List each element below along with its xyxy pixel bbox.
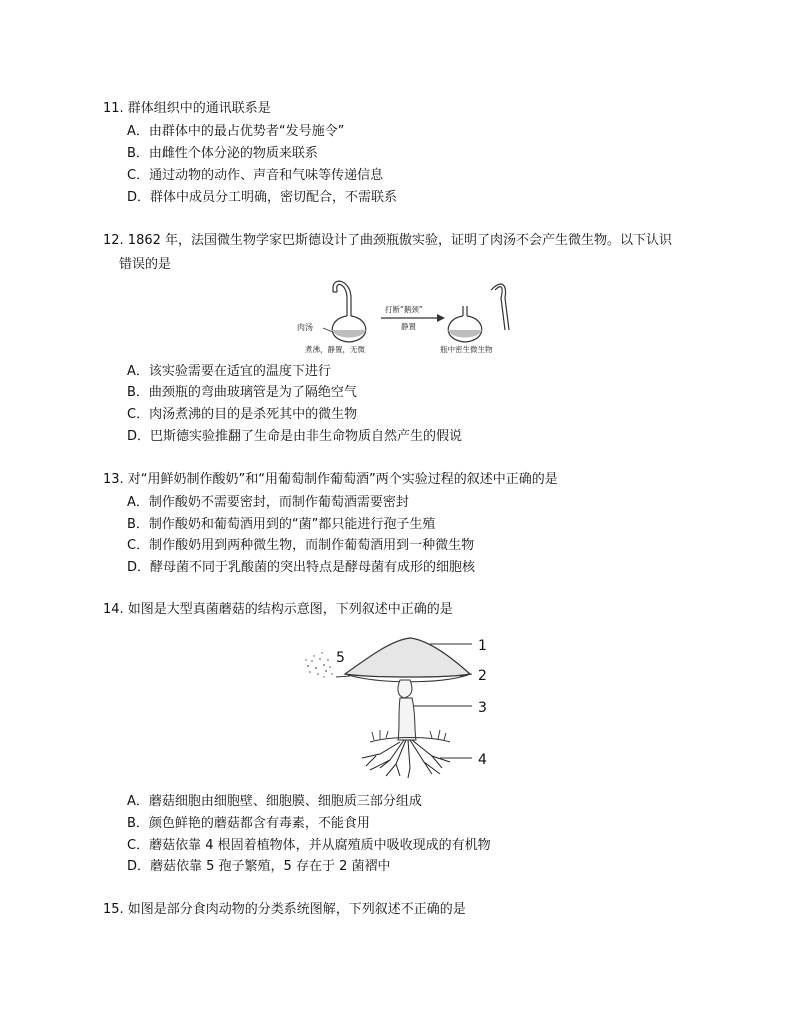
broth-label: 肉汤 (297, 323, 313, 332)
q12-stem-line1: 12. 1862 年，法国微生物学家巴斯德设计了曲颈瓶傲实验，证明了肉汤不会产生微生物。以下认识 (103, 233, 673, 248)
right-flask-caption: 瓶中密生微生物 (440, 345, 493, 354)
q11-stem: 11. 群体组织中的通讯联系是 (103, 101, 271, 116)
q11-option-c: C．通过动物的动作、声音和气味等传递信息 (127, 168, 384, 183)
broth-fill-left (332, 330, 366, 338)
q11-option-b: B．由雌性个体分泌的物质来联系 (127, 146, 318, 161)
q14-option-b: B．颜色鲜艳的蘑菇都含有毒素，不能食用 (127, 816, 370, 831)
spores-cloud (305, 652, 332, 677)
q14-stem: 14. 如图是大型真菌蘑菇的结构示意图，下列叙述中正确的是 (103, 602, 453, 617)
mycelium-hyphae (362, 740, 450, 778)
mushroom-stalk (398, 698, 416, 740)
structure-label-1: 1 (478, 638, 487, 654)
q13-option-d: D．酵母菌不同于乳酸菌的突出特点是酵母菌有成形的细胞核 (127, 560, 476, 575)
q11-option-d: D．群体中成员分工明确，密切配合，不需联系 (127, 190, 398, 205)
broth-pointer-line (323, 328, 333, 332)
q12-option-a: A．该实验需要在适宜的温度下进行 (127, 364, 331, 379)
q13-option-a: A．制作酸奶不需要密封，而制作葡萄酒需要密封 (127, 495, 409, 510)
structure-label-4: 4 (478, 752, 487, 768)
q12-option-c: C．肉汤煮沸的目的是杀死其中的微生物 (127, 407, 358, 422)
q11-option-a: A．由群体中的最占优势者“发号施令” (127, 124, 345, 139)
broth-fill-right (448, 330, 482, 338)
q14-option-c: C．蘑菇依靠 4 根固着植物体，并从腐殖质中吸收现成的有机物 (127, 838, 491, 853)
arrow-head (437, 314, 445, 322)
q12-flask-figure (295, 278, 525, 358)
q14-option-d: D．蘑菇依靠 5 孢子繁殖，5 存在于 2 菌褶中 (127, 859, 391, 874)
q13-stem: 13. 对“用鲜奶制作酸奶”和“用葡萄制作葡萄酒”两个实验过程的叙述中正确的是 (103, 472, 558, 487)
arrow-bottom-label: 静置 (401, 322, 416, 331)
q12-option-b: B．曲颈瓶的弯曲玻璃管是为了隔绝空气 (127, 385, 357, 400)
q14-option-a: A．蘑菇细胞由细胞壁、细胞膜、细胞质三部分组成 (127, 794, 422, 809)
q15-stem: 15. 如图是部分食肉动物的分类系统图解，下列叙述不正确的是 (103, 902, 466, 917)
left-flask-caption: 煮沸，静置，无微 (305, 345, 365, 354)
structure-label-5: 5 (336, 650, 345, 666)
structure-label-2: 2 (478, 668, 487, 684)
structure-label-3: 3 (478, 700, 487, 716)
q12-option-d: D．巴斯德实验推翻了生命是由非生命物质自然产生的假说 (127, 429, 463, 444)
arrow-top-label: 打断“鹅颈” (385, 305, 423, 314)
q13-option-c: C．制作酸奶用到两种微生物，而制作葡萄酒用到一种微生物 (127, 538, 475, 553)
mushroom-ring (398, 680, 412, 698)
q12-stem-line2: 错误的是 (119, 257, 172, 272)
q14-mushroom-figure (300, 630, 500, 780)
gill-edge (336, 676, 350, 677)
q13-option-b: B．制作酸奶和葡萄酒用到的“菌”都只能进行孢子生殖 (127, 517, 436, 532)
